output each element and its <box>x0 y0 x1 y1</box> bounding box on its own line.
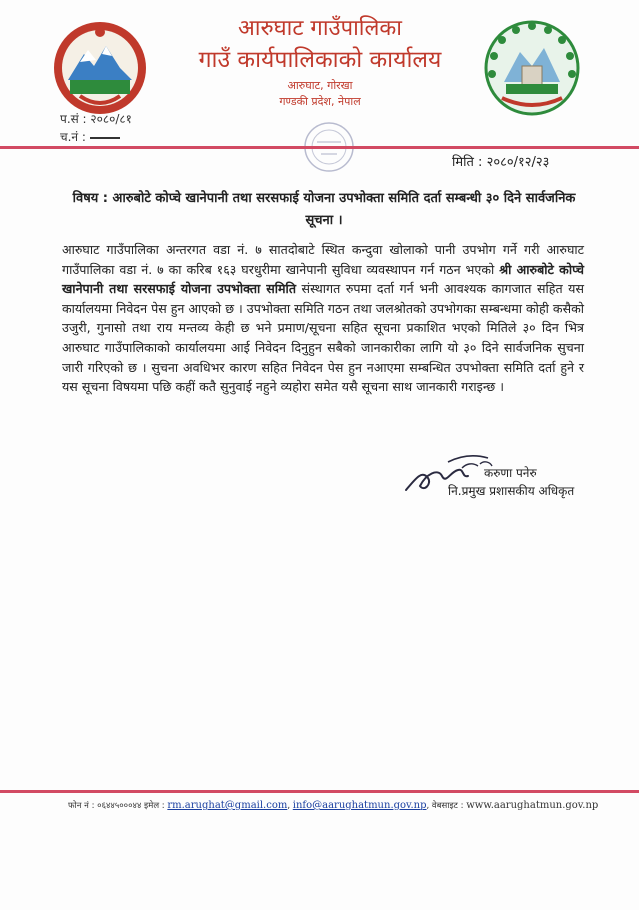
footer-divider <box>0 790 639 793</box>
dispatch-number-label: च.नं : <box>60 130 86 144</box>
letter-subject: विषय : आरुबोटे कोप्चे खानेपानी तथा सरसफाई योजना उपभोक्ता समिति दर्ता सम्बन्धी ३० दिने सार्वजनिक सूचना । <box>72 191 576 228</box>
footer-phone: फोन नं : ०६४४५०००४४ इमेल : <box>68 801 165 811</box>
office-name: गाउँ कार्यपालिकाको कार्यालय <box>198 47 442 73</box>
signatory-name: करुणा पनेरु <box>484 466 537 480</box>
reference-number: प.सं : २०८०/८१ <box>60 112 132 126</box>
footer-website-label: , वेबसाइट : <box>426 801 464 811</box>
footer-email-official[interactable]: info@aarughatmun.gov.np <box>292 800 427 811</box>
footer-contact <box>68 800 608 811</box>
footer-website[interactable]: www.aarughatmun.gov.np <box>466 800 599 811</box>
notice-body <box>62 240 584 397</box>
header-divider <box>0 146 639 149</box>
footer-separator: , <box>287 801 291 811</box>
dispatch-number-blank <box>90 137 120 139</box>
notice-body-part2: संस्थागत रुपमा दर्ता गर्न भनी आवश्यक कागजात सहित यस कार्यालयमा निवेदन पेस हुन आएको छ । उपभोक्ता समिति गठन तथा जलश्रोतको उपभोगका सम्बन्धमा कोही कसैको उजुरी, गुनासो तथा राय मन्तव्य केही छ भने प्रमाण/सूचना सहित सूचना प्रकाशित भएको मितिले ३० दिन भित्र आरुघाट गाउँपालिकाको कार्यालयमा आई निवेदन दिनुहुन सबैको जानकारीका लागि यो ३० दिने सार्वजनिक सुचना जारी गरिएको छ । सुचना अवधिभर कारण सहित निवेदन पेस हुन नआएमा सम्बन्धित उपभोक्ता समिति दर्ता हुने र यस सूचना विषयमा पछि कहीं कतै सुनुवाई नहुने व्यहोरा समेत यसै सूचना साथ जानकारी गराइन्छ । <box>62 281 585 395</box>
committee-name: श्री आरुबोटे कोप्चे खानेपानी तथा सरसफाई योजना उपभोक्ता समिति <box>62 261 584 297</box>
office-address: आरुघाट, गोरखा <box>287 79 353 92</box>
letter-date: मिति : २०८०/१२/२३ <box>452 155 550 170</box>
signatory-title: नि.प्रमुख प्रशासकीय अधिकृत <box>448 484 575 498</box>
nepal-emblem-logo <box>50 18 150 118</box>
notice-body-part1: आरुघाट गाउँपालिका अन्तरगत वडा नं. ७ सातदोबाटे स्थित कन्दुवा खोलाको पानी उपभोग गर्ने गरी आरुघाट गाउँपालिका वडा नं. ७ का करिब १६३ घरधुरीमा खानेपानी सुविधा व्यवस्थापन गर्न गठन भएको <box>62 242 584 277</box>
municipality-name: आरुघाट गाउँपालिका <box>238 16 402 41</box>
footer-email-gmail[interactable]: rm.arughat@gmail.com <box>167 800 288 811</box>
office-province: गण्डकी प्रदेश, नेपाल <box>279 95 361 108</box>
municipality-logo <box>482 18 582 118</box>
dispatch-number <box>60 128 120 145</box>
